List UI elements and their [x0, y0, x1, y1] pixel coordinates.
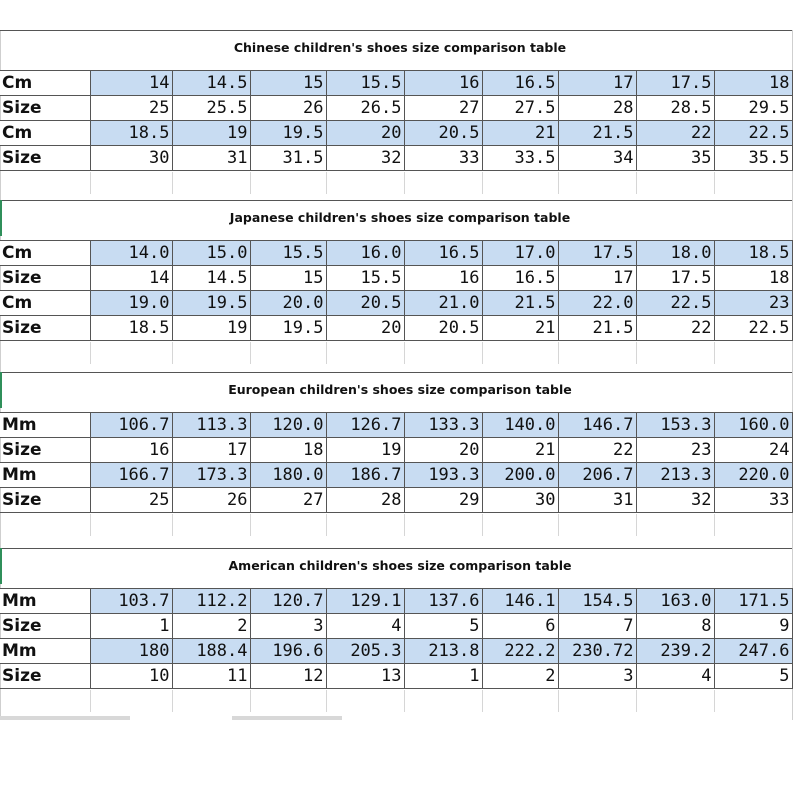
size-cell[interactable]: 25	[90, 488, 172, 513]
size-cell[interactable]: 18	[714, 266, 792, 291]
size-cell[interactable]: 154.5	[558, 589, 636, 614]
size-cell[interactable]: 14.5	[172, 71, 250, 96]
size-cell[interactable]: 200.0	[482, 463, 558, 488]
gridline	[90, 342, 91, 364]
row-label: Mm	[0, 639, 90, 664]
size-cell[interactable]: 173.3	[172, 463, 250, 488]
gridline	[250, 172, 251, 194]
size-cell[interactable]: 3	[558, 664, 636, 689]
row-label: Cm	[0, 121, 90, 146]
gridline	[558, 342, 559, 364]
size-cell[interactable]: 20	[326, 316, 404, 341]
gridline	[558, 514, 559, 536]
size-cell[interactable]: 21.5	[482, 291, 558, 316]
gridline	[172, 690, 173, 712]
gridline	[326, 342, 327, 364]
size-cell[interactable]: 29	[404, 488, 482, 513]
size-cell[interactable]: 17	[558, 71, 636, 96]
size-cell[interactable]: 171.5	[714, 589, 792, 614]
size-cell[interactable]: 20.5	[404, 316, 482, 341]
size-cell[interactable]: 213.3	[636, 463, 714, 488]
row-label: Mm	[0, 413, 90, 438]
size-cell[interactable]: 20.5	[404, 121, 482, 146]
gridline	[172, 514, 173, 536]
size-cell[interactable]: 31	[172, 146, 250, 171]
size-table	[0, 588, 793, 689]
size-cell[interactable]: 113.3	[172, 413, 250, 438]
size-cell[interactable]: 1	[404, 664, 482, 689]
table-row	[0, 438, 792, 463]
size-cell[interactable]: 4	[326, 614, 404, 639]
section-top-rule	[0, 372, 792, 373]
size-cell[interactable]: 146.1	[482, 589, 558, 614]
size-cell[interactable]: 1	[90, 614, 172, 639]
table-row	[0, 614, 792, 639]
table-row	[0, 291, 792, 316]
table-row	[0, 96, 792, 121]
gridline	[172, 172, 173, 194]
row-label: Cm	[0, 291, 90, 316]
size-cell[interactable]: 25.5	[172, 96, 250, 121]
size-cell[interactable]: 15	[250, 266, 326, 291]
table-row	[0, 488, 792, 513]
size-cell[interactable]: 6	[482, 614, 558, 639]
size-cell[interactable]: 21.5	[558, 121, 636, 146]
size-cell[interactable]: 17	[172, 438, 250, 463]
row-label: Mm	[0, 589, 90, 614]
size-cell[interactable]: 153.3	[636, 413, 714, 438]
size-cell[interactable]: 2	[172, 614, 250, 639]
size-cell[interactable]: 25	[90, 96, 172, 121]
size-cell[interactable]: 112.2	[172, 589, 250, 614]
table-row	[0, 413, 792, 438]
empty-row	[0, 172, 792, 194]
size-cell[interactable]: 20	[326, 121, 404, 146]
size-cell[interactable]: 22.5	[714, 316, 792, 341]
size-cell[interactable]: 220.0	[714, 463, 792, 488]
row-label: Size	[0, 146, 90, 171]
size-cell[interactable]: 16.5	[482, 71, 558, 96]
size-cell[interactable]: 33	[404, 146, 482, 171]
sheet-footer-bar	[0, 716, 130, 720]
size-cell[interactable]: 23	[636, 438, 714, 463]
size-cell[interactable]: 13	[326, 664, 404, 689]
size-cell[interactable]: 239.2	[636, 639, 714, 664]
size-cell[interactable]: 18.5	[90, 121, 172, 146]
empty-row	[0, 514, 792, 536]
size-cell[interactable]: 16.5	[404, 241, 482, 266]
gridline	[636, 690, 637, 712]
size-cell[interactable]: 19.5	[172, 291, 250, 316]
size-cell[interactable]: 180	[90, 639, 172, 664]
size-cell[interactable]: 21	[482, 121, 558, 146]
table-row	[0, 71, 792, 96]
gridline	[482, 514, 483, 536]
size-cell[interactable]: 17.5	[636, 71, 714, 96]
gridline	[714, 172, 715, 194]
size-cell[interactable]: 11	[172, 664, 250, 689]
size-cell[interactable]: 19	[172, 121, 250, 146]
size-cell[interactable]: 126.7	[326, 413, 404, 438]
size-cell[interactable]: 14.0	[90, 241, 172, 266]
size-cell[interactable]: 22	[636, 316, 714, 341]
empty-row	[0, 342, 792, 364]
size-cell[interactable]: 160.0	[714, 413, 792, 438]
size-cell[interactable]: 33	[714, 488, 792, 513]
size-cell[interactable]: 20.5	[326, 291, 404, 316]
size-cell[interactable]: 12	[250, 664, 326, 689]
size-cell[interactable]: 21.0	[404, 291, 482, 316]
size-cell[interactable]: 31.5	[250, 146, 326, 171]
row-label: Cm	[0, 71, 90, 96]
size-cell[interactable]: 4	[636, 664, 714, 689]
table-row	[0, 266, 792, 291]
table-row	[0, 146, 792, 171]
size-cell[interactable]: 22	[558, 438, 636, 463]
row-label: Mm	[0, 463, 90, 488]
size-cell[interactable]: 16.5	[482, 266, 558, 291]
size-cell[interactable]: 9	[714, 614, 792, 639]
row-label: Size	[0, 316, 90, 341]
size-cell[interactable]: 20	[404, 438, 482, 463]
gridline	[326, 690, 327, 712]
size-cell[interactable]: 205.3	[326, 639, 404, 664]
size-cell[interactable]: 222.2	[482, 639, 558, 664]
size-cell[interactable]: 29.5	[714, 96, 792, 121]
size-cell[interactable]: 2	[482, 664, 558, 689]
size-cell[interactable]: 28	[558, 96, 636, 121]
gridline	[404, 514, 405, 536]
gridline	[404, 172, 405, 194]
size-cell[interactable]: 22.0	[558, 291, 636, 316]
gridline	[404, 690, 405, 712]
gridline	[90, 172, 91, 194]
size-table	[0, 70, 793, 171]
size-cell[interactable]: 18	[714, 71, 792, 96]
size-cell[interactable]: 15.5	[250, 241, 326, 266]
size-cell[interactable]: 18.5	[714, 241, 792, 266]
size-cell[interactable]: 120.0	[250, 413, 326, 438]
gridline	[326, 172, 327, 194]
size-cell[interactable]: 103.7	[90, 589, 172, 614]
size-cell[interactable]: 163.0	[636, 589, 714, 614]
size-cell[interactable]: 247.6	[714, 639, 792, 664]
size-cell[interactable]: 18	[250, 438, 326, 463]
size-cell[interactable]: 188.4	[172, 639, 250, 664]
table-row	[0, 316, 792, 341]
size-cell[interactable]: 35	[636, 146, 714, 171]
size-cell[interactable]: 14	[90, 71, 172, 96]
gridline	[482, 172, 483, 194]
gridline	[636, 172, 637, 194]
size-cell[interactable]: 22	[636, 121, 714, 146]
gridline	[558, 690, 559, 712]
size-cell[interactable]: 15.5	[326, 266, 404, 291]
row-label: Cm	[0, 241, 90, 266]
size-cell[interactable]: 19.5	[250, 121, 326, 146]
row-label: Size	[0, 438, 90, 463]
gridline	[90, 514, 91, 536]
gridline	[482, 690, 483, 712]
size-cell[interactable]: 22.5	[714, 121, 792, 146]
gridline	[326, 514, 327, 536]
size-cell[interactable]: 5	[714, 664, 792, 689]
size-cell[interactable]: 27	[404, 96, 482, 121]
size-cell[interactable]: 213.8	[404, 639, 482, 664]
size-table	[0, 240, 793, 341]
size-cell[interactable]: 206.7	[558, 463, 636, 488]
section-title: Chinese children's shoes size comparison table	[233, 40, 567, 55]
size-cell[interactable]: 26	[172, 488, 250, 513]
gridline	[482, 342, 483, 364]
size-cell[interactable]: 17	[558, 266, 636, 291]
size-cell[interactable]: 19	[172, 316, 250, 341]
size-cell[interactable]: 23	[714, 291, 792, 316]
size-cell[interactable]: 28	[326, 488, 404, 513]
size-cell[interactable]: 17.0	[482, 241, 558, 266]
size-cell[interactable]: 16.0	[326, 241, 404, 266]
size-cell[interactable]: 28.5	[636, 96, 714, 121]
gridline	[172, 342, 173, 364]
size-cell[interactable]: 21	[482, 438, 558, 463]
size-table	[0, 412, 793, 513]
size-cell[interactable]: 20.0	[250, 291, 326, 316]
size-cell[interactable]: 15	[250, 71, 326, 96]
size-cell[interactable]: 10	[90, 664, 172, 689]
gridline	[90, 690, 91, 712]
size-cell[interactable]: 129.1	[326, 589, 404, 614]
size-cell[interactable]: 19	[326, 438, 404, 463]
gridline	[250, 514, 251, 536]
gridline	[714, 342, 715, 364]
size-cell[interactable]: 31	[558, 488, 636, 513]
gridline	[636, 342, 637, 364]
size-cell[interactable]: 106.7	[90, 413, 172, 438]
size-cell[interactable]: 186.7	[326, 463, 404, 488]
size-cell[interactable]: 120.7	[250, 589, 326, 614]
size-cell[interactable]: 30	[90, 146, 172, 171]
gridline	[250, 690, 251, 712]
size-cell[interactable]: 180.0	[250, 463, 326, 488]
gridline	[558, 172, 559, 194]
size-cell[interactable]: 133.3	[404, 413, 482, 438]
table-row	[0, 639, 792, 664]
size-cell[interactable]: 30	[482, 488, 558, 513]
size-cell[interactable]: 17.5	[636, 266, 714, 291]
row-label: Size	[0, 664, 90, 689]
size-cell[interactable]: 21	[482, 316, 558, 341]
size-cell[interactable]: 18.5	[90, 316, 172, 341]
size-cell[interactable]: 34	[558, 146, 636, 171]
size-cell[interactable]: 26.5	[326, 96, 404, 121]
size-cell[interactable]: 5	[404, 614, 482, 639]
section-title: Japanese children's shoes size comparison table	[229, 210, 571, 225]
size-cell[interactable]: 16	[404, 266, 482, 291]
size-cell[interactable]: 19.0	[90, 291, 172, 316]
size-cell[interactable]: 15.0	[172, 241, 250, 266]
size-cell[interactable]: 27	[250, 488, 326, 513]
gridline	[714, 690, 715, 712]
size-cell[interactable]: 24	[714, 438, 792, 463]
size-cell[interactable]: 193.3	[404, 463, 482, 488]
size-cell[interactable]: 32	[636, 488, 714, 513]
size-cell[interactable]: 137.6	[404, 589, 482, 614]
size-cell[interactable]: 7	[558, 614, 636, 639]
size-cell[interactable]: 21.5	[558, 316, 636, 341]
size-cell[interactable]: 146.7	[558, 413, 636, 438]
size-cell[interactable]: 26	[250, 96, 326, 121]
size-cell[interactable]: 22.5	[636, 291, 714, 316]
size-cell[interactable]: 14	[90, 266, 172, 291]
size-cell[interactable]: 17.5	[558, 241, 636, 266]
size-cell[interactable]: 32	[326, 146, 404, 171]
row-label: Size	[0, 96, 90, 121]
size-cell[interactable]: 16	[90, 438, 172, 463]
gridline	[404, 342, 405, 364]
size-cell[interactable]: 16	[404, 71, 482, 96]
size-cell[interactable]: 14.5	[172, 266, 250, 291]
size-cell[interactable]: 140.0	[482, 413, 558, 438]
row-label: Size	[0, 266, 90, 291]
gridline	[714, 514, 715, 536]
section-top-rule	[0, 30, 792, 31]
section-top-rule	[0, 548, 792, 549]
size-cell[interactable]: 166.7	[90, 463, 172, 488]
table-row	[0, 463, 792, 488]
row-label: Size	[0, 614, 90, 639]
size-cell[interactable]: 15.5	[326, 71, 404, 96]
section-title: American children's shoes size comparison table	[228, 558, 572, 573]
size-cell[interactable]: 35.5	[714, 146, 792, 171]
size-cell[interactable]: 8	[636, 614, 714, 639]
table-row	[0, 664, 792, 689]
gridline	[250, 342, 251, 364]
sheet-footer-bar	[232, 716, 342, 720]
table-row	[0, 241, 792, 266]
size-cell[interactable]: 27.5	[482, 96, 558, 121]
table-row	[0, 589, 792, 614]
section-top-rule	[0, 200, 792, 201]
table-row	[0, 121, 792, 146]
section-title: European children's shoes size comparison table	[228, 382, 572, 397]
size-cell[interactable]: 196.6	[250, 639, 326, 664]
empty-row	[0, 690, 792, 712]
size-cell[interactable]: 18.0	[636, 241, 714, 266]
size-cell[interactable]: 33.5	[482, 146, 558, 171]
gridline	[636, 514, 637, 536]
size-cell[interactable]: 19.5	[250, 316, 326, 341]
size-cell[interactable]: 3	[250, 614, 326, 639]
row-label: Size	[0, 488, 90, 513]
size-cell[interactable]: 230.72	[558, 639, 636, 664]
